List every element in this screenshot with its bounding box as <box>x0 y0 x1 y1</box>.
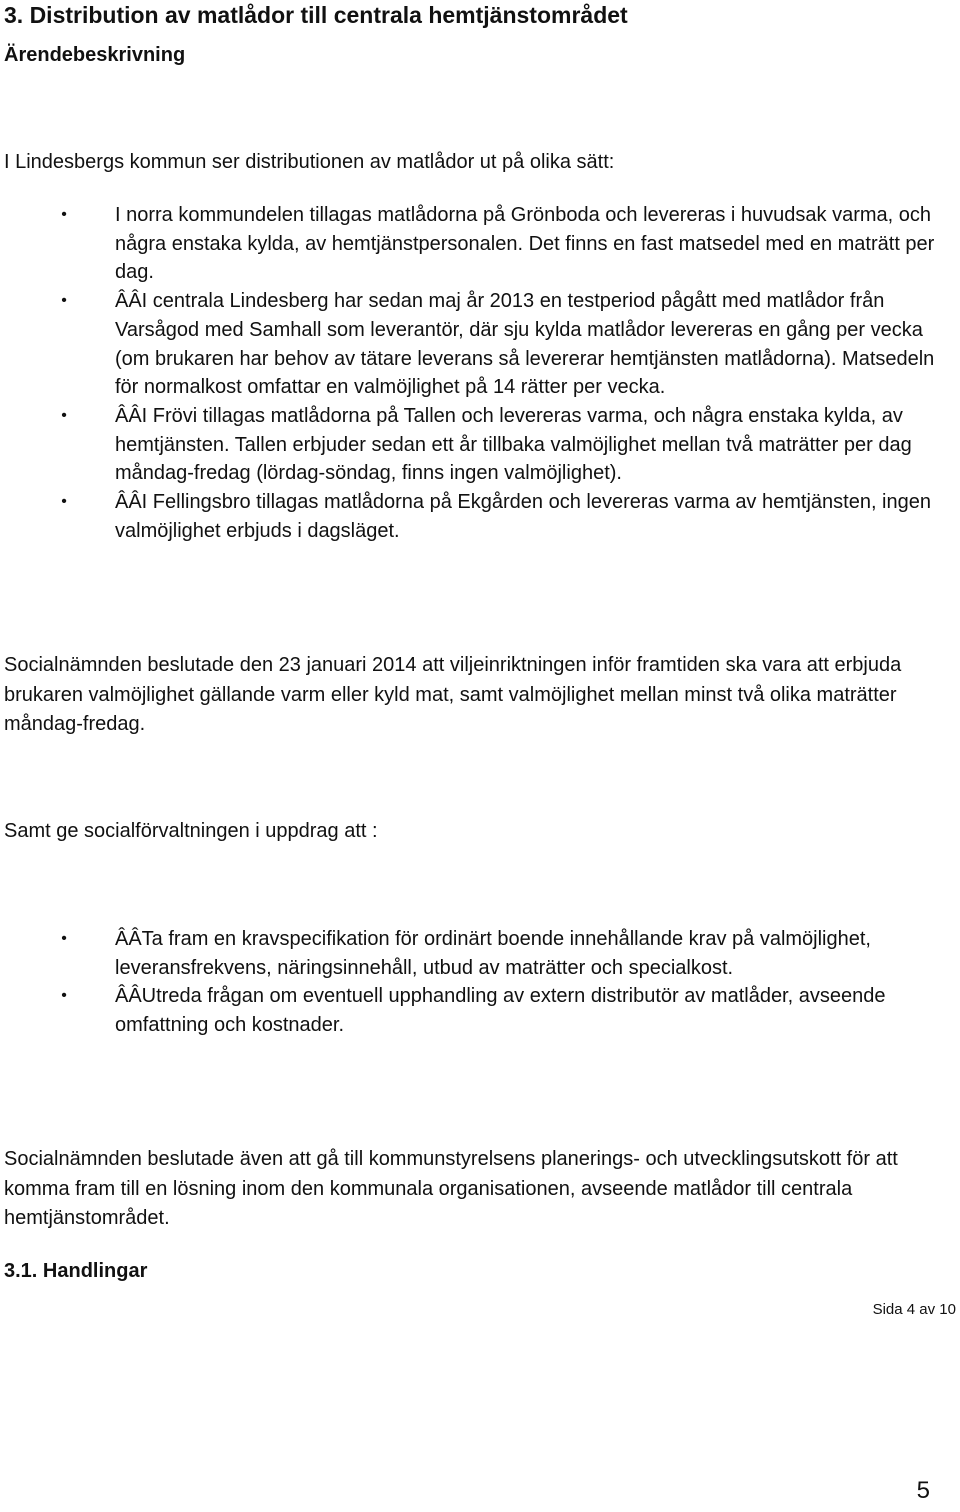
page-number: 5 <box>916 1477 930 1504</box>
page-footer-label: Sida 4 av 10 <box>872 1301 956 1318</box>
list-item <box>0 925 960 982</box>
list-item-text: ÂÂI centrala Lindesberg har sedan maj år 2013 en testperiod pågått med matlådor från Varsågod med Samhall som leverantör, där sju kylda matlådor levereras en gång per vecka (om brukaren har behov av tätare leverans så levererar hemtjänsten matlådorna). Matsedeln för normalkost omfattar en valmöjlighet på 14 rätter per vecka. <box>115 290 935 399</box>
intro-paragraph: I Lindesbergs kommun ser distributionen av matlådor ut på olika sätt: <box>4 151 615 173</box>
list-item-text: ÂÂUtreda frågan om eventuell upphandling av extern distributör av matlåder, avseende omfattning och kostnader. <box>115 985 886 1037</box>
section-heading: Ärendebeskrivning <box>4 44 186 66</box>
list-item-text: ÂÂI Fellingsbro tillagas matlådorna på Ekgården och levereras varma av hemtjänsten, ingen valmöjlighet erbjuds i dagsläget. <box>115 491 931 542</box>
second-decision-paragraph: Socialnämnden beslutade även att gå till kommunstyrelsens planerings- och utvecklingsutskott för att komma fram till en lösning inom den kommunala organisationen, avseende matlådor till centrala hemtjänstområdet. <box>4 1148 898 1229</box>
list-item <box>0 287 960 402</box>
assignment-list <box>0 925 960 1040</box>
list-item <box>0 201 960 287</box>
subsection-heading: 3.1. Handlingar <box>4 1260 148 1282</box>
page-title: 3. Distribution av matlådor till centrala hemtjänstområdet <box>4 2 628 28</box>
list-item-text: ÂÂI Frövi tillagas matlådorna på Tallen och levereras varma, och några enstaka kylda, av hemtjänsten. Tallen erbjuder sedan ett år tillbaka valmöjlighet mellan två maträtter per dag måndag-fredag (lördag-söndag, finns ingen valmöjlighet). <box>115 404 912 485</box>
bullet-icon: • <box>61 406 67 424</box>
list-item <box>0 488 960 545</box>
bullet-icon: • <box>61 930 67 947</box>
list-item <box>0 402 960 488</box>
assignment-intro: Samt ge socialförvaltningen i uppdrag att : <box>4 820 378 842</box>
list-item-text: ÂÂTa fram en kravspecifikation för ordinärt boende innehållande krav på valmöjlighet, leveransfrekvens, näringsinnehåll, utbud av maträtter och specialkost. <box>115 928 871 979</box>
bullet-icon: • <box>61 292 67 310</box>
decision-paragraph: Socialnämnden beslutade den 23 januari 2014 att viljeinriktningen inför framtiden ska vara att erbjuda brukaren valmöjlighet gällande varm eller kyld mat, samt valmöjlighet mellan minst två olika maträtter måndag-fredag. <box>4 654 902 735</box>
bullet-icon: • <box>61 987 67 1005</box>
bullet-icon: • <box>61 493 67 511</box>
distribution-list <box>0 201 960 545</box>
list-item-text: I norra kommundelen tillagas matlådorna på Grönboda och levereras i huvudsak varma, och några enstaka kylda, av hemtjänstpersonalen. Det finns en fast matsedel med en maträtt per dag. <box>115 204 935 284</box>
bullet-icon: • <box>61 206 67 223</box>
list-item <box>0 982 960 1039</box>
